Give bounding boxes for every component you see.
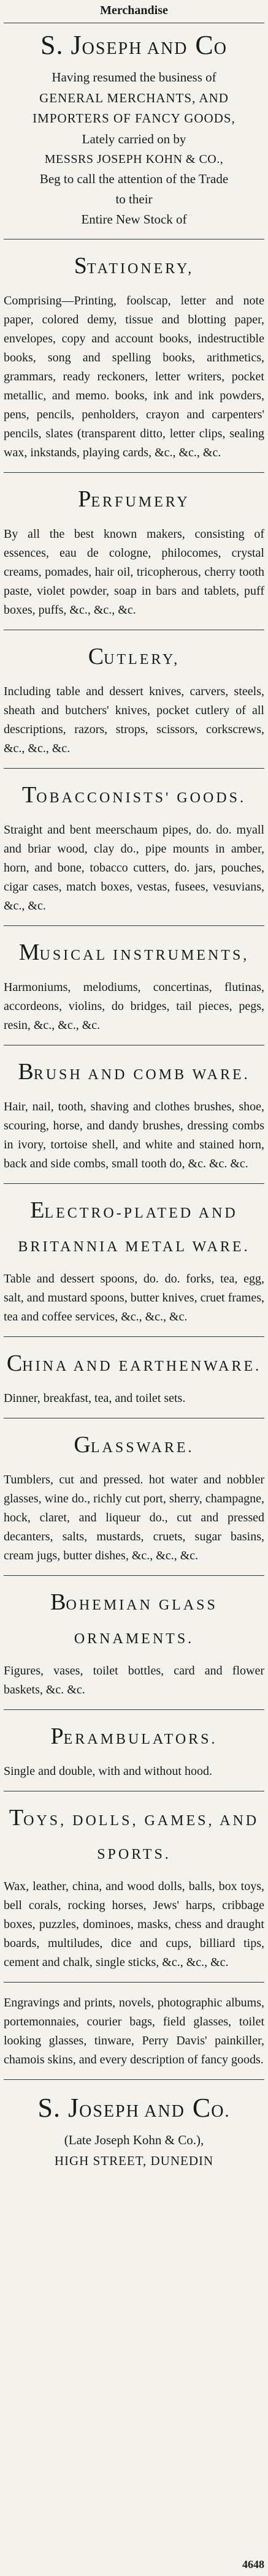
section-title-initial: P (78, 486, 91, 512)
section-title-initial: E (30, 1197, 45, 1223)
product-section (4, 1195, 264, 1327)
divider (4, 1709, 264, 1710)
intro-line-7: to their (115, 192, 153, 206)
closing-text: Engravings and prints, novels, photographic albums, portemonnaies, courier bags, field glasses, toilet looking glasses, tinware, Perry Davis' painkiller, chamois skins, and every description of fancy goods. (4, 1996, 264, 2066)
section-title-initial: S (74, 253, 87, 279)
section-title-rest: HINA AND EARTHENWARE. (22, 1358, 262, 1374)
product-section (4, 1802, 264, 1972)
divider (4, 925, 264, 926)
product-section (4, 1721, 264, 1781)
intro-line-8: Entire New Stock of (81, 212, 187, 227)
section-text: By all the best known makers, consisting of essences, eau de cologne, philocomes, crystal creams, pomades, hair oil, tricopherous, cherry tooth paste, violet powder, soap in bars and tablets, puff boxes, puffs, &c., &c., &c. (4, 527, 264, 617)
section-title-initial: T (22, 782, 37, 808)
section-title-rest: ERAMBULATORS. (63, 1731, 218, 1747)
section-title-initial: T (9, 1805, 24, 1831)
section-title-rest: LECTRO-PLATED AND BRITANNIA METAL WARE. (18, 1205, 250, 1255)
section-text: Single and double, with and without hood. (4, 1764, 212, 1778)
divider (4, 1336, 264, 1337)
product-section (4, 1056, 264, 1173)
section-title-rest: OBACCONISTS' GOODS. (36, 790, 246, 806)
divider (4, 472, 264, 473)
section-text: Tumblers, cut and pressed. hot water and nobbler glasses, wine do., richly cut port, sherry, champagne, hock, claret, and liqueur do., cut and pressed decanters, salts, mustards, cruets, sugar basins, cream jugs, butter dishes, &c., &c., &c. (4, 1473, 264, 1562)
section-title-initial: P (50, 1723, 64, 1749)
divider (4, 1575, 264, 1576)
section-title-initial: B (50, 1589, 66, 1615)
product-section (4, 1429, 264, 1565)
section-title-rest: TATIONERY, (86, 261, 194, 277)
section-text: Straight and bent meerschaum pipes, do. do. myall and briar wood, clay do., pipe mounts in amber, horn, and bone, tobacco cutters, do. jars, pouches, cigar cases, match boxes, vestas, fusees, vesuvians, &c., &c. (4, 823, 264, 913)
section-title (4, 1348, 264, 1382)
section-title (4, 937, 264, 971)
section-title (4, 1802, 264, 1870)
section-text: Including table and dessert knives, carvers, steels, sheath and butchers' knives, pocket cutlery of all descriptions, razors, strops, scissors, corkscrews, &c., &c., &c. (4, 685, 264, 755)
intro-line-4: Lately carried on by (82, 132, 186, 146)
section-text: Table and dessert spoons, do. do. forks, tea, egg, salt, and mustard spoons, butter knives, cruet frames, tea and coffee services, &c., &c., &c. (4, 1272, 264, 1324)
section-title (4, 1056, 264, 1090)
section-text: Hair, nail, tooth, shaving and clothes brushes, shoe, scouring, horse, and dandy brushes, dressing combs in ivory, tortoise shell, and white and stained horn, back and side combs, small tooth do, &c. &c. &c. (4, 1100, 264, 1170)
section-title-initial: B (18, 1059, 34, 1085)
section-title-initial: G (74, 1432, 91, 1458)
divider (4, 768, 264, 769)
intro-line-6: Beg to call the attention of the Trade (39, 171, 229, 186)
firm-name-heading: S. JOSEPH AND CO (40, 30, 228, 60)
product-section (4, 250, 264, 462)
section-title-rest: USICAL INSTRUMENTS, (39, 947, 250, 963)
product-section (4, 937, 264, 1035)
section-title-rest: RUSH AND COMB WARE. (33, 1067, 250, 1083)
late-firm-line: (Late Joseph Kohn & Co.), (64, 2133, 204, 2147)
section-text: Dinner, breakfast, tea, and toilet sets. (4, 1392, 186, 1405)
product-section (4, 641, 264, 758)
product-section (4, 484, 264, 620)
advert-number: 4648 (242, 2558, 264, 2570)
divider (4, 2079, 264, 2080)
section-text: Wax, leather, china, and wood dolls, balls, box toys, bell corals, rocking horses, Jews' harps, cribbage boxes, puzzles, dominoes, masks, chess and draught boards, multiludes, dice and cups, billiard tips, cement and chalk, single sticks, &c., &c., &c. (4, 1880, 264, 1969)
product-section (4, 1348, 264, 1408)
section-title (4, 641, 264, 675)
section-text: Figures, vases, toilet bottles, card and flower baskets, &c. &c. (4, 1664, 264, 1697)
section-title-rest: OHEMIAN GLASS ORNAMENTS. (66, 1597, 218, 1647)
section-title (4, 1587, 264, 1654)
section-title-initial: C (88, 644, 104, 669)
section-title-rest: UTLERY, (104, 652, 180, 668)
section-title (4, 250, 264, 284)
product-sections (4, 239, 264, 1972)
section-title (4, 1721, 264, 1755)
divider (4, 1183, 264, 1184)
section-text: Comprising—Printing, foolscap, letter and note paper, colored demy, tissue and blotting paper, envelopes, copy and account books, indestructible books, song and spelling books, arithmetics, grammars, ready reckoners, letter writers, pocket metallic, and memo. books, ink and ink powders, pens, pencils, penholders, crayon and carpenters' pencils, slates (transparent ditto, letter clips, sealing wax, inkstands, playing cards, &c., &c., &c. (4, 294, 264, 459)
product-section (4, 1587, 264, 1700)
signature-firm-name: S. JOSEPH AND CO. (37, 2093, 231, 2123)
intro-line-1: Having resumed the business of (52, 70, 216, 85)
section-title-initial: C (6, 1350, 23, 1376)
intro-line-3: IMPORTERS OF FANCY GOODS, (33, 111, 235, 126)
section-title-rest: ERFUMERY (91, 494, 190, 510)
product-section (4, 780, 264, 916)
intro-line-5: MESSRS JOSEPH KOHN & CO., (44, 153, 224, 166)
section-title (4, 780, 264, 813)
section-title-initial: M (18, 940, 40, 965)
section-title (4, 484, 264, 518)
section-title (4, 1429, 264, 1463)
section-text: Harmoniums, melodiums, concertinas, flutinas, accordeons, violins, do bridges, tail pieces, pegs, resin, &c., &c., &c. (4, 981, 264, 1032)
intro-line-2: GENERAL MERCHANTS, AND (39, 91, 229, 105)
section-title (4, 1195, 264, 1262)
column-header: Merchandise (4, 0, 264, 23)
section-title-rest: LASSWARE. (90, 1440, 194, 1456)
section-title-rest: OYS, DOLLS, GAMES, AND SPORTS. (23, 1813, 259, 1862)
divider (4, 1982, 264, 1983)
address-line: HIGH STREET, DUNEDIN (54, 2153, 214, 2168)
